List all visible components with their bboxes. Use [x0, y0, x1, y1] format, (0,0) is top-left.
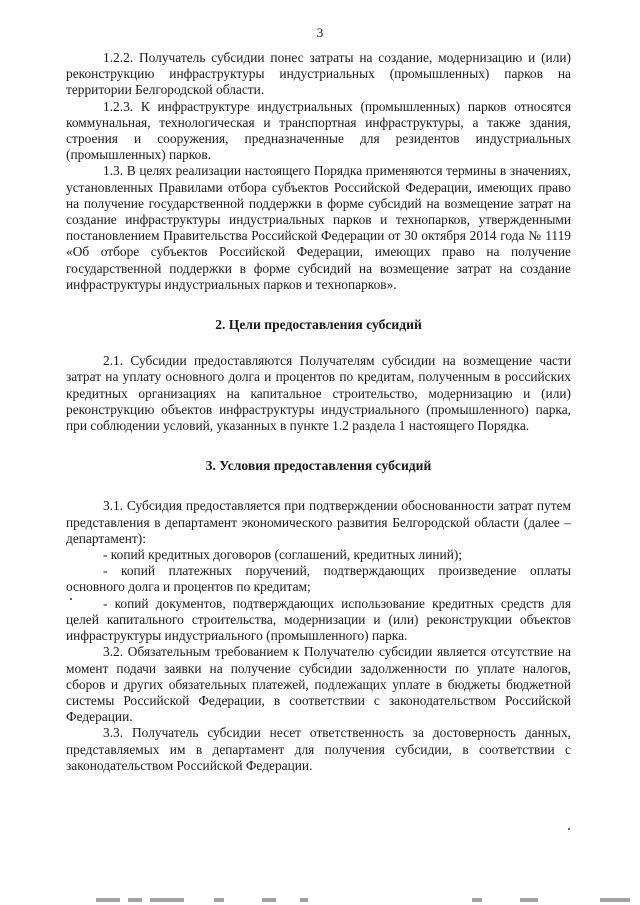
section-2-heading: 2. Цели предоставления субсидий	[215, 317, 422, 333]
document-body	[66, 50, 571, 774]
list-item-credit-agreements: - копий кредитных договоров (соглашений, кредитных линий);	[103, 547, 463, 563]
paragraph-3-1: 3.1. Субсидия предоставляется при подтверждении обоснованности затрат путем представления в департамент экономического развития Белгородской области (далее – департамент):	[66, 498, 571, 546]
paragraph-3-3: 3.3. Получатель субсидии несет ответственность за достоверность данных, представляемых им в департамент для получения субсидии, в соответствии с законодательством Российской Федерации.	[66, 725, 571, 773]
scan-speck	[70, 598, 72, 600]
section-3-heading: 3. Условия предоставления субсидий	[205, 458, 432, 474]
list-item-payment-orders: - копий платежных поручений, подтверждающих произведение оплаты основного долга и процентов по кредитам;	[66, 563, 571, 595]
scan-bottom-edge	[0, 896, 640, 905]
paragraph-2-1: 2.1. Субсидии предоставляются Получателям субсидии на возмещение части затрат на уплату основного долга и процентов по кредитам, полученным в российских кредитных организациях на капитальное строительство, модернизацию и (или) реконструкцию объектов инфраструктуры индустриального (промышленного) парка, при соблюдении условий, указанных в пункте 1.2 раздела 1 настоящего Порядка.	[66, 353, 571, 434]
paragraph-1-3: 1.3. В целях реализации настоящего Порядка применяются термины в значениях, установленных Правилами отбора субъектов Российской Федерации, имеющих право на получение государственной поддержки в форме субсидий на возмещение затрат на создание инфраструктуры индустриальных парков и технопарков, утвержденными постановлением Правительства Российской Федерации от 30 октября 2014 года № 1119 «Об отборе субъектов Российской Федерации, имеющих право на получение государственной поддержки в форме субсидий на возмещение затрат на создание инфраструктуры индустриальных парков и технопарков».	[66, 163, 571, 292]
page-number: 3	[316, 25, 324, 40]
scan-speck	[568, 828, 570, 830]
list-item-credit-use-documents: - копий документов, подтверждающих использование кредитных средств для целей капитального строительства, модернизации и (или) реконструкции объектов инфраструктуры индустриального (промышленного) парка.	[66, 595, 571, 644]
paragraph-3-2: 3.2. Обязательным требованием к Получателю субсидии является отсутствие на момент подачи заявки на получение субсидии задолженности по уплате налогов, сборов и других обязательных платежей, подлежащих уплате в бюджеты бюджетной системы Российской Федерации, в соответствии с законодательством Российской Федерации.	[66, 644, 571, 725]
paragraph-1-2-3: 1.2.3. К инфраструктуре индустриальных (промышленных) парков относятся коммунальная, технологическая и транспортная инфраструктуры, а также здания, строения и сооружения, предназначенные для резидентов индустриальных (промышленных) парков.	[66, 98, 571, 163]
paragraph-1-2-2: 1.2.2. Получатель субсидии понес затраты на создание, модернизацию и (или) реконструкцию инфраструктуры индустриальных (промышленных) парков на территории Белгородской области.	[66, 50, 571, 98]
